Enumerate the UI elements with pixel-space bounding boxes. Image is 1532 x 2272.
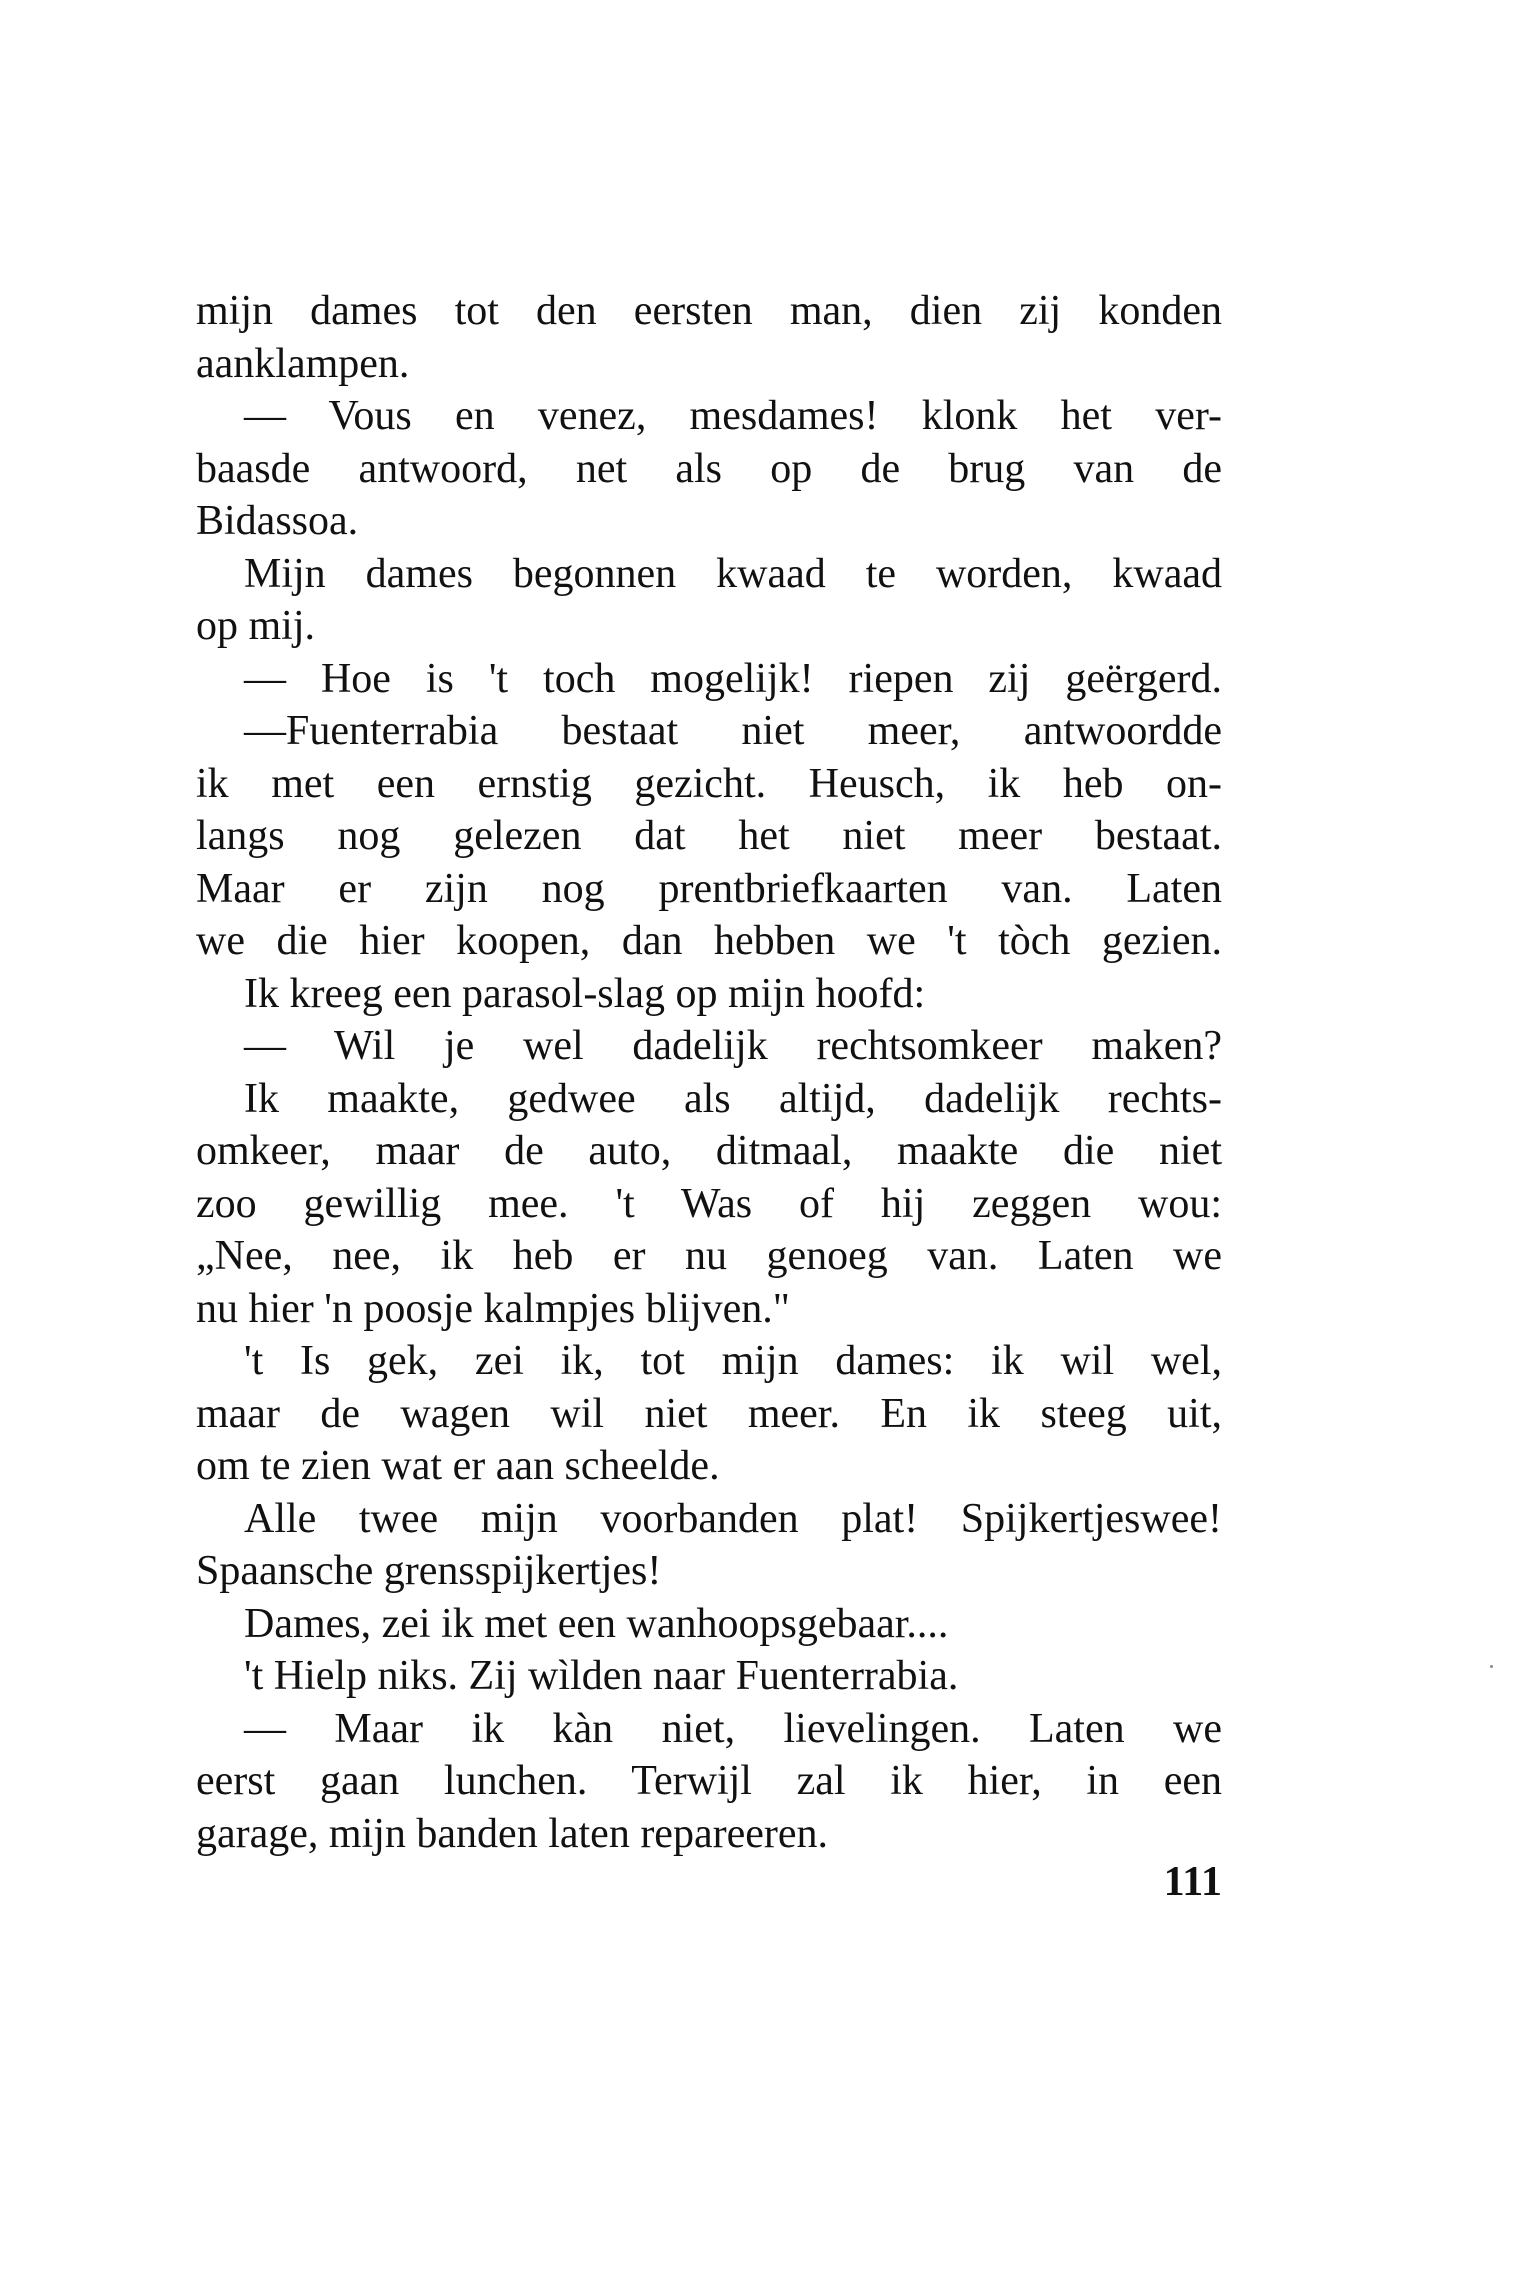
text-line: — Vous en venez, mesdames! klonk het ver- — [244, 393, 1222, 439]
text-line: — Wil je wel dadelijk rechtsomkeer maken? — [244, 1023, 1222, 1069]
text-line: — Maar ik kàn niet, lievelingen. Laten we — [244, 1705, 1222, 1752]
text-line: Mijn dames begonnen kwaad te worden, kwaad — [244, 550, 1222, 597]
text-line: Ik kreeg een parasol-slag op mijn hoofd: — [244, 970, 926, 1017]
text-line: ik met een ernstig gezicht. Heusch, ik heb on- — [196, 760, 1222, 807]
paper-speck — [1490, 1665, 1493, 1668]
text-line: —Fuenterrabia bestaat niet meer, antwoordde — [244, 708, 1222, 754]
page-number: 111 — [1163, 1859, 1222, 1905]
text-line: 't Is gek, zei ik, tot mijn dames: ik wil wel, — [244, 1338, 1222, 1384]
text-line: Spaansche grensspijkertjes! — [196, 1548, 662, 1594]
text-line: langs nog gelezen dat het niet meer bestaat. — [196, 813, 1222, 859]
text-line: nu hier 'n poosje kalmpjes blijven." — [196, 1285, 790, 1332]
text-line: om te zien wat er aan scheelde. — [196, 1443, 720, 1489]
text-line: op mij. — [196, 603, 316, 649]
text-line: we die hier koopen, dan hebben we 't tòch gezien. — [196, 918, 1222, 964]
text-line: Bidassoa. — [196, 498, 359, 544]
body-text — [196, 285, 1222, 1860]
text-line: 't Hielp niks. Zij wìlden naar Fuenterrabia. — [244, 1653, 959, 1699]
text-line: omkeer, maar de auto, ditmaal, maakte die niet — [196, 1128, 1222, 1174]
text-line: mijn dames tot den eersten man, dien zij konden — [196, 288, 1222, 334]
text-line: Maar er zijn nog prentbriefkaarten van. Laten — [196, 865, 1222, 912]
text-line: zoo gewillig mee. 't Was of hij zeggen wou: — [196, 1180, 1222, 1227]
text-line: maar de wagen wil niet meer. En ik steeg uit, — [196, 1390, 1222, 1437]
text-line: baasde antwoord, net als op de brug van de — [196, 445, 1222, 492]
text-line: eerst gaan lunchen. Terwijl zal ik hier, in een — [196, 1758, 1222, 1804]
text-line: garage, mijn banden laten repareeren. — [196, 1810, 828, 1857]
text-line: Dames, zei ik met een wanhoopsgebaar.... — [244, 1600, 949, 1647]
text-line: — Hoe is 't toch mogelijk! riepen zij geërgerd. — [244, 655, 1222, 702]
text-line: aanklampen. — [196, 340, 410, 387]
text-line: „Nee, nee, ik heb er nu genoeg van. Laten we — [196, 1233, 1222, 1279]
text-line: Alle twee mijn voorbanden plat! Spijkertjeswee! — [244, 1495, 1222, 1542]
text-line: Ik maakte, gedwee als altijd, dadelijk rechts- — [244, 1075, 1222, 1122]
